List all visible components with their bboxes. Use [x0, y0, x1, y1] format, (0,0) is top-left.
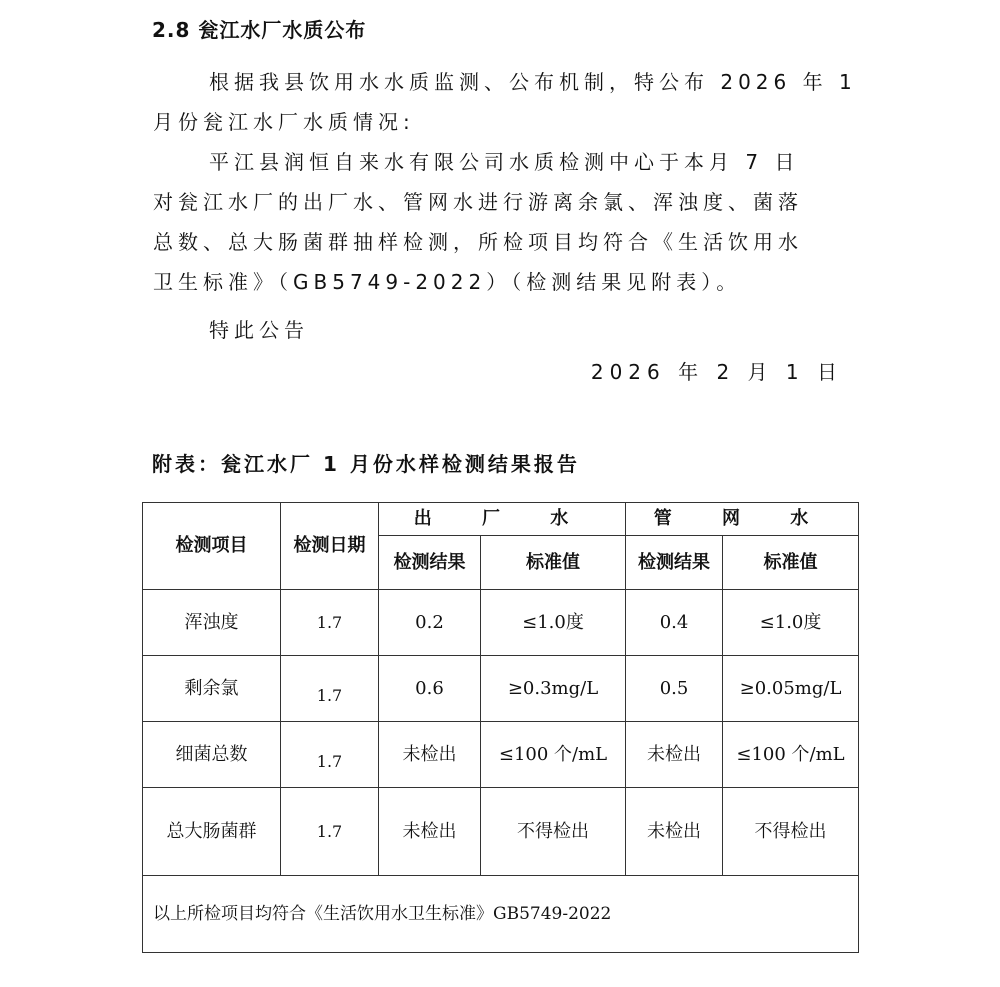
cell-factory-standard: ≤1.0度 — [481, 590, 626, 656]
cell-network-result: 0.5 — [626, 656, 723, 722]
header-factory-standard: 标准值 — [481, 536, 626, 590]
cell-network-result: 未检出 — [626, 788, 723, 876]
header-factory-water: 出 厂 水 — [379, 503, 626, 536]
header-network-water: 管 网 水 — [626, 503, 859, 536]
cell-factory-standard: 不得检出 — [481, 788, 626, 876]
section-heading: 2.8 瓮江水厂水质公布 — [152, 18, 367, 42]
detail-line-2: 对瓮江水厂的出厂水、管网水进行游离余氯、浑浊度、菌落 — [153, 190, 803, 214]
cell-date: 1.7 — [281, 722, 379, 788]
header-factory-result: 检测结果 — [379, 536, 481, 590]
table-row — [143, 590, 859, 656]
cell-item: 浑浊度 — [143, 590, 281, 656]
cell-factory-standard: ≥0.3mg/L — [481, 656, 626, 722]
cell-date: 1.7 — [281, 590, 379, 656]
cell-factory-standard: ≤100 个/mL — [481, 722, 626, 788]
table-title: 附表：瓮江水厂 1 月份水样检测结果报告 — [152, 452, 580, 476]
cell-network-result: 0.4 — [626, 590, 723, 656]
intro-line-1: 根据我县饮用水水质监测、公布机制，特公布 2026 年 1 — [209, 70, 857, 94]
cell-factory-result: 0.6 — [379, 656, 481, 722]
cell-network-standard: ≤1.0度 — [723, 590, 859, 656]
publish-date: 2026 年 2 月 1 日 — [590, 360, 843, 384]
table-row — [143, 656, 859, 722]
header-network-result: 检测结果 — [626, 536, 723, 590]
detail-line-3: 总数、总大肠菌群抽样检测，所检项目均符合《生活饮用水 — [153, 230, 803, 254]
closing-text: 特此公告 — [209, 318, 309, 342]
results-table — [142, 502, 859, 953]
cell-factory-result: 未检出 — [379, 788, 481, 876]
cell-date: 1.7 — [281, 788, 379, 876]
intro-paragraph — [153, 62, 857, 142]
cell-factory-result: 未检出 — [379, 722, 481, 788]
cell-network-result: 未检出 — [626, 722, 723, 788]
detail-paragraph — [153, 142, 843, 302]
table-row — [143, 788, 859, 876]
detail-line-1: 平江县润恒自来水有限公司水质检测中心于本月 7 日 — [209, 150, 800, 174]
cell-date: 1.7 — [281, 656, 379, 722]
header-network-standard: 标准值 — [723, 536, 859, 590]
detail-line-4: 卫生标准》（GB5749-2022）（检测结果见附表）。 — [153, 270, 742, 294]
cell-item: 细菌总数 — [143, 722, 281, 788]
table-footer-note: 以上所检项目均符合《生活饮用水卫生标准》GB5749-2022 — [143, 876, 859, 953]
cell-network-standard: ≥0.05mg/L — [723, 656, 859, 722]
header-item: 检测项目 — [143, 503, 281, 590]
table-footer-row — [143, 876, 859, 953]
cell-item: 总大肠菌群 — [143, 788, 281, 876]
header-date: 检测日期 — [281, 503, 379, 590]
cell-network-standard: ≤100 个/mL — [723, 722, 859, 788]
intro-line-2: 月份瓮江水厂水质情况: — [153, 110, 415, 134]
cell-item: 剩余氯 — [143, 656, 281, 722]
table-header-row-1 — [143, 503, 859, 536]
cell-factory-result: 0.2 — [379, 590, 481, 656]
cell-network-standard: 不得检出 — [723, 788, 859, 876]
table-row — [143, 722, 859, 788]
